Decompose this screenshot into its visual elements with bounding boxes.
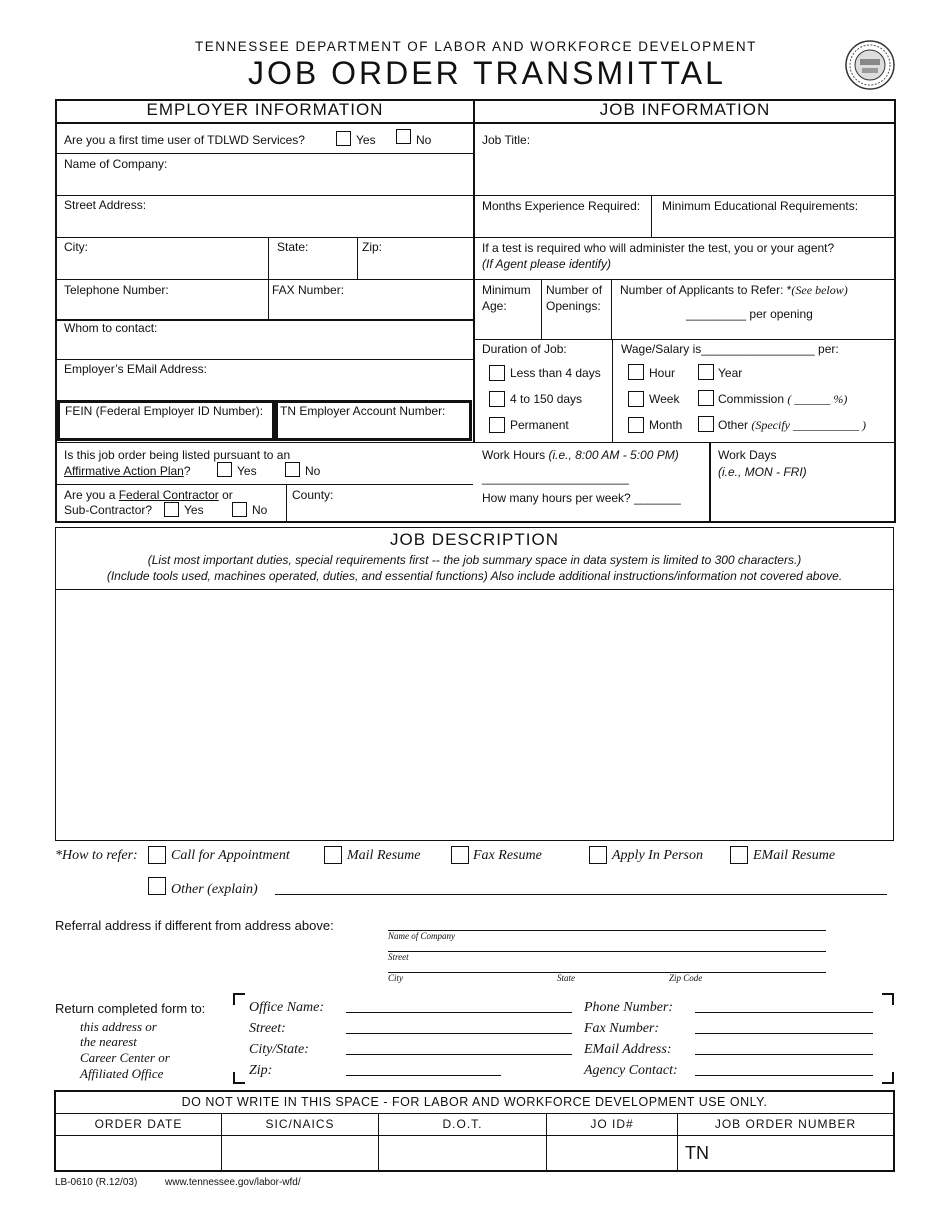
aap-no-checkbox[interactable]	[285, 462, 300, 477]
call-checkbox[interactable]	[148, 846, 166, 864]
test-question: If a test is required who will administer the test, you or your agent?	[482, 241, 835, 255]
year-checkbox[interactable]	[698, 364, 714, 380]
employer-email-label: Employer’s EMail Address:	[64, 362, 207, 376]
other-refer-line[interactable]	[275, 894, 887, 895]
referral-company-caption: Name of Company	[388, 931, 455, 941]
less-than-4-label: Less than 4 days	[510, 366, 601, 380]
office-name-label: Office Name:	[249, 1000, 325, 1015]
state-label: State:	[277, 240, 309, 254]
aap-question-line2	[64, 464, 191, 478]
employer-section-title: EMPLOYER INFORMATION	[146, 100, 384, 119]
fed-q-part1: Are you a	[64, 488, 119, 502]
first-time-no-checkbox[interactable]	[396, 129, 411, 144]
return-sub-3: Career Center or	[80, 1050, 170, 1065]
how-to-refer-label: *How to refer:	[55, 848, 138, 863]
return-sub-1: this address or	[80, 1019, 157, 1034]
corner-bracket-bl	[233, 1072, 245, 1084]
form-title: JOB ORDER TRANSMITTAL	[248, 55, 726, 91]
col-sic-naics: SIC/NAICS	[265, 1117, 335, 1131]
form-id: LB-0610 (R.12/03)	[55, 1177, 138, 1188]
return-form-label: Return completed form to:	[55, 1001, 206, 1016]
work-days-label: Work Days	[718, 448, 777, 462]
office-use-header: DO NOT WRITE IN THIS SPACE - FOR LABOR AND WORKFORCE DEVELOPMENT USE ONLY.	[181, 1095, 768, 1109]
permanent-label: Permanent	[510, 418, 569, 432]
col-job-order-number: JOB ORDER NUMBER	[714, 1117, 857, 1131]
less-than-4-checkbox[interactable]	[489, 365, 505, 381]
fein-label: FEIN (Federal Employer ID Number):	[65, 404, 264, 418]
week-label: Week	[649, 392, 680, 406]
contact-label: Whom to contact:	[64, 321, 158, 335]
min-age-label-2: Age:	[482, 299, 507, 313]
other-wage-text: Other	[718, 418, 749, 432]
return-fax-label: Fax Number:	[584, 1021, 660, 1036]
phone-number-line[interactable]	[695, 1012, 873, 1013]
job-order-tn-prefix: TN	[685, 1143, 709, 1163]
job-description-note-1: (List most important duties, special requirements first -- the job summary space in data system is limited to 300 characters.)	[147, 553, 802, 567]
openings-label-2: Openings:	[546, 299, 601, 313]
return-zip-line[interactable]	[346, 1075, 501, 1076]
openings-label-1: Number of	[546, 283, 603, 297]
call-label: Call for Appointment	[171, 848, 290, 863]
office-name-line[interactable]	[346, 1012, 572, 1013]
telephone-label: Telephone Number:	[64, 283, 169, 297]
hours-per-week-label: How many hours per week? _______	[482, 491, 681, 505]
applicants-text: Number of Applicants to Refer: *	[620, 283, 792, 297]
applicants-label	[620, 283, 848, 298]
permanent-checkbox[interactable]	[489, 417, 505, 433]
fax-label: FAX Number:	[272, 283, 345, 297]
corner-bracket-tl	[233, 993, 245, 1005]
4-to-150-checkbox[interactable]	[489, 391, 505, 407]
mail-resume-checkbox[interactable]	[324, 846, 342, 864]
other-refer-checkbox[interactable]	[148, 877, 166, 895]
return-email-label: EMail Address:	[584, 1042, 672, 1057]
department-name: TENNESSEE DEPARTMENT OF LABOR AND WORKFORCE DEVELOPMENT	[195, 39, 757, 54]
other-wage-specify: (Specify ___________ )	[751, 418, 866, 432]
county-label: County:	[292, 488, 334, 502]
job-description-title: JOB DESCRIPTION	[390, 530, 559, 549]
zip-label: Zip:	[362, 240, 383, 254]
federal-contractor-link: Federal Contractor	[118, 488, 219, 502]
apply-in-person-label: Apply In Person	[612, 848, 703, 863]
website-url: www.tennessee.gov/labor-wfd/	[165, 1177, 301, 1188]
tn-account-label: TN Employer Account Number:	[280, 404, 446, 418]
agency-contact-label: Agency Contact:	[584, 1063, 678, 1078]
fed-yes-checkbox[interactable]	[164, 502, 179, 517]
work-hours-example: (i.e., 8:00 AM - 5:00 PM)	[548, 448, 679, 462]
aap-no-label: No	[305, 464, 321, 478]
agency-contact-line[interactable]	[695, 1075, 873, 1076]
company-name-label: Name of Company:	[64, 157, 168, 171]
aap-question: Is this job order being listed pursuant to an	[64, 448, 291, 462]
commission-checkbox[interactable]	[698, 390, 714, 406]
return-city-state-line[interactable]	[346, 1054, 572, 1055]
apply-in-person-checkbox[interactable]	[589, 846, 607, 864]
work-hours-blank: ______________________	[482, 471, 629, 485]
min-age-label-1: Minimum	[482, 283, 531, 297]
week-checkbox[interactable]	[628, 391, 644, 407]
first-time-question: Are you a first time user of TDLWD Services?	[64, 133, 305, 147]
work-days-example: (i.e., MON - FRI)	[718, 465, 807, 479]
fax-resume-checkbox[interactable]	[451, 846, 469, 864]
other-wage-label	[718, 418, 866, 433]
other-wage-checkbox[interactable]	[698, 416, 714, 432]
job-description-note-2: (Include tools used, machines operated, duties, and essential functions) Also include additional instructions/information not covered above.	[106, 569, 843, 583]
4-to-150-label: 4 to 150 days	[510, 392, 583, 406]
referral-city-line[interactable]	[388, 972, 826, 973]
commission-label	[718, 392, 847, 407]
email-resume-label: EMail Resume	[753, 848, 836, 863]
street-address-label: Street Address:	[64, 198, 147, 212]
col-dot: D.O.T.	[442, 1117, 483, 1131]
month-checkbox[interactable]	[628, 417, 644, 433]
return-street-label: Street:	[249, 1021, 286, 1036]
city-label: City:	[64, 240, 88, 254]
min-education-label: Minimum Educational Requirements:	[662, 199, 859, 213]
commission-blank: ( ______ %)	[787, 392, 848, 406]
return-city-state-label: City/State:	[249, 1042, 309, 1057]
referral-zip-caption: Zip Code	[669, 973, 703, 983]
work-hours-label	[482, 448, 679, 462]
mail-resume-label: Mail Resume	[347, 848, 421, 863]
col-jo-id: JO ID#	[590, 1117, 634, 1131]
return-fax-line[interactable]	[695, 1033, 873, 1034]
referral-address-label: Referral address if different from address above:	[55, 918, 334, 933]
per-opening-label: _________ per opening	[686, 307, 813, 321]
return-street-line[interactable]	[346, 1033, 572, 1034]
first-time-yes-checkbox[interactable]	[336, 131, 351, 146]
sub-contractor-question: Sub-Contractor?	[64, 503, 153, 517]
fed-yes-label: Yes	[184, 503, 204, 517]
other-refer-label: Other (explain)	[171, 882, 258, 897]
aap-link: Affirmative Action Plan	[64, 464, 184, 478]
corner-bracket-tr	[882, 993, 894, 1005]
referral-city-caption: City	[388, 973, 403, 983]
commission-text: Commission	[718, 392, 785, 406]
wage-label: Wage/Salary is_________________ per:	[621, 342, 839, 356]
first-time-yes-label: Yes	[356, 133, 376, 147]
aap-yes-label: Yes	[237, 464, 257, 478]
return-zip-label: Zip:	[249, 1063, 273, 1078]
hour-checkbox[interactable]	[628, 364, 644, 380]
months-experience-label: Months Experience Required:	[482, 199, 641, 213]
aap-yes-checkbox[interactable]	[217, 462, 232, 477]
job-description-input-area[interactable]	[57, 591, 892, 839]
col-order-date: ORDER DATE	[94, 1117, 183, 1131]
referral-state-caption: State	[557, 973, 575, 983]
return-sub-2: the nearest	[80, 1034, 137, 1049]
fax-resume-label: Fax Resume	[473, 848, 542, 863]
aap-question-mark: ?	[183, 464, 191, 478]
fed-q-part2: or	[218, 488, 233, 502]
applicants-note: (See below)	[791, 283, 848, 297]
year-label: Year	[718, 366, 743, 380]
first-time-no-label: No	[416, 133, 432, 147]
corner-bracket-br	[882, 1072, 894, 1084]
job-title-label: Job Title:	[482, 133, 531, 147]
referral-street-caption: Street	[388, 952, 409, 962]
duration-label: Duration of Job:	[482, 342, 567, 356]
return-email-line[interactable]	[695, 1054, 873, 1055]
hour-label: Hour	[649, 366, 676, 380]
fed-no-checkbox[interactable]	[232, 502, 247, 517]
state-seal	[845, 40, 895, 90]
month-label: Month	[649, 418, 683, 432]
federal-contractor-question	[64, 488, 233, 502]
return-sub-4: Affiliated Office	[80, 1066, 164, 1081]
fed-no-label: No	[252, 503, 268, 517]
work-hours-text: Work Hours	[482, 448, 546, 462]
email-resume-checkbox[interactable]	[730, 846, 748, 864]
job-section-title: JOB INFORMATION	[599, 100, 771, 119]
referral-street-line[interactable]	[388, 951, 826, 952]
test-agent-note: (If Agent please identify)	[482, 257, 611, 271]
phone-number-label: Phone Number:	[584, 1000, 674, 1015]
